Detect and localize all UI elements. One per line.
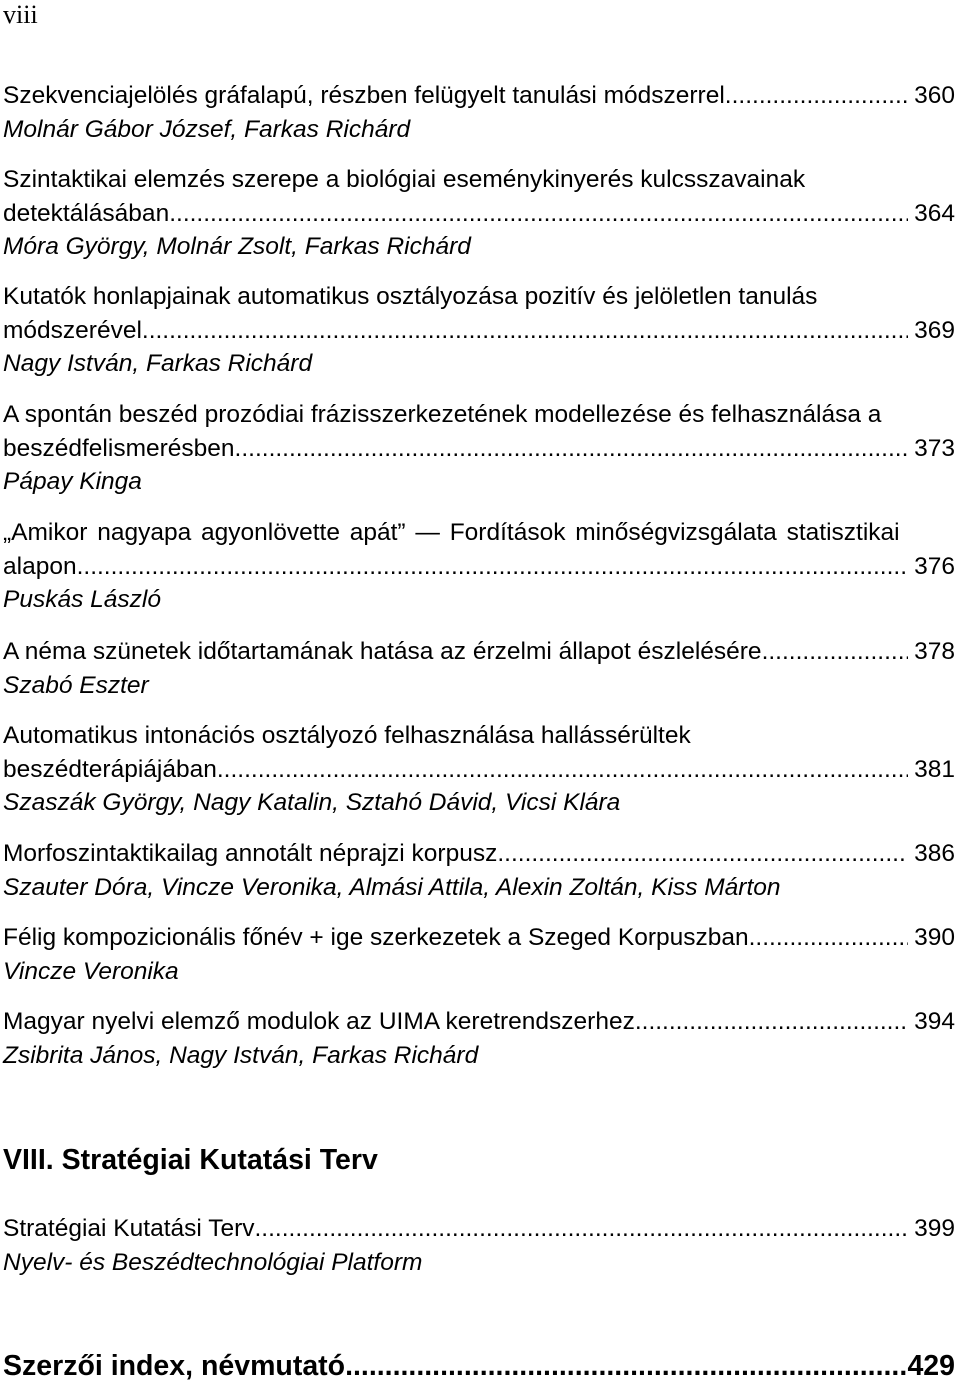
toc-title-continued: beszédfelismerésben xyxy=(3,434,235,462)
index-page-number: 429 xyxy=(907,1350,955,1382)
toc-title: Automatikus intonációs osztályozó felhasználása hallássérültek xyxy=(3,722,691,749)
dot-leader xyxy=(254,1212,908,1246)
toc-entry xyxy=(3,635,955,702)
toc-entry xyxy=(3,280,955,381)
toc-entry xyxy=(3,1212,955,1279)
dot-leader xyxy=(635,1005,908,1039)
toc-authors: Nyelv- és Beszédtechnológiai Platform xyxy=(3,1248,423,1276)
toc-title: Kutatók honlapjainak automatikus osztályozása pozitív és jelöletlen tanulás xyxy=(3,283,818,310)
section-heading: VIII. Stratégiai Kutatási Terv xyxy=(3,1144,378,1176)
toc-title-continued: módszerével xyxy=(3,316,142,344)
dot-leader xyxy=(235,432,909,466)
toc-entry xyxy=(3,837,955,904)
toc-title-line xyxy=(3,79,955,113)
toc-authors: Szaszák György, Nagy Katalin, Sztahó Dávid, Vicsi Klára xyxy=(3,789,621,817)
toc-title: A spontán beszéd prozódiai frázisszerkezetének modellezése és felhasználása a xyxy=(3,401,882,428)
toc-page-number: 394 xyxy=(914,1008,955,1035)
dot-leader xyxy=(217,753,908,787)
toc-title-line xyxy=(3,197,955,231)
toc-title-continued: beszédterápiájában xyxy=(3,755,217,783)
dot-leader xyxy=(77,550,909,584)
toc-authors: Szauter Dóra, Vincze Veronika, Almási Attila, Alexin Zoltán, Kiss Márton xyxy=(3,873,781,901)
toc-title-line xyxy=(3,314,955,348)
toc-title: Magyar nyelvi elemző modulok az UIMA keretrendszerhez xyxy=(3,1008,635,1035)
toc-title-line xyxy=(3,837,955,871)
toc-title-line xyxy=(3,1212,955,1246)
toc-page-number: 399 xyxy=(914,1215,955,1242)
dot-leader xyxy=(142,314,908,348)
dot-leader xyxy=(345,1349,907,1383)
toc-authors: Vincze Veronika xyxy=(3,957,179,985)
dot-leader xyxy=(725,79,908,113)
toc-authors: Szabó Eszter xyxy=(3,671,149,699)
toc-authors: Pápay Kinga xyxy=(3,468,142,496)
toc-entry xyxy=(3,398,955,499)
index-entry xyxy=(3,1349,955,1383)
toc-page-number: 378 xyxy=(914,638,955,665)
toc-title-line xyxy=(3,753,955,787)
toc-entry xyxy=(3,79,955,146)
toc-page-number: 390 xyxy=(914,924,955,951)
toc-title-continued: detektálásában xyxy=(3,199,170,227)
toc-page-number: 373 xyxy=(914,434,955,462)
toc-title-line xyxy=(3,1349,955,1383)
toc-page-number: 381 xyxy=(914,755,955,783)
toc-authors: Puskás László xyxy=(3,586,161,614)
toc-title-line xyxy=(3,921,955,955)
toc-title: Morfoszintaktikailag annotált néprajzi korpusz xyxy=(3,840,498,867)
toc-entry xyxy=(3,1005,955,1072)
toc-title: Stratégiai Kutatási Terv xyxy=(3,1215,255,1242)
toc-title: Félig kompozicionális főnév + ige szerkezetek a Szeged Korpuszban xyxy=(3,924,749,951)
toc-title-continued: alapon xyxy=(3,552,77,580)
toc-title: Szintaktikai elemzés szerepe a biológiai eseménykinyerés kulcsszavainak xyxy=(3,166,806,193)
toc-title-line xyxy=(3,635,955,669)
toc-entry xyxy=(3,719,955,820)
toc-title-line xyxy=(3,1005,955,1039)
toc-page-number: 376 xyxy=(914,552,955,580)
toc-authors: Zsibrita János, Nagy István, Farkas Richárd xyxy=(3,1041,479,1069)
toc-title: A néma szünetek időtartamának hatása az érzelmi állapot észlelésére xyxy=(3,638,762,665)
dot-leader xyxy=(749,921,908,955)
dot-leader xyxy=(762,635,909,669)
toc-page-number: 369 xyxy=(914,316,955,344)
toc-title: Szekvenciajelölés gráfalapú, részben felügyelt tanulási módszerrel xyxy=(3,82,725,109)
toc-entry xyxy=(3,516,955,617)
toc-title-line xyxy=(3,550,955,584)
toc-entry xyxy=(3,163,955,264)
toc-authors: Molnár Gábor József, Farkas Richárd xyxy=(3,115,411,143)
toc-page-number: 364 xyxy=(914,199,955,227)
page-number: viii xyxy=(3,0,38,29)
index-title: Szerzői index, névmutató xyxy=(3,1350,346,1382)
toc-title-line xyxy=(3,432,955,466)
toc-page-number: 360 xyxy=(914,82,955,109)
toc-authors: Móra György, Molnár Zsolt, Farkas Richárd xyxy=(3,233,471,261)
toc-authors: Nagy István, Farkas Richárd xyxy=(3,350,313,378)
toc-page-number: 386 xyxy=(914,840,955,867)
dot-leader xyxy=(497,837,908,871)
toc-title: „Amikor nagyapa agyonlövette apát” — Fordítások minőségvizsgálata statisztikai xyxy=(3,519,900,546)
dot-leader xyxy=(169,197,908,231)
toc-entry xyxy=(3,921,955,988)
